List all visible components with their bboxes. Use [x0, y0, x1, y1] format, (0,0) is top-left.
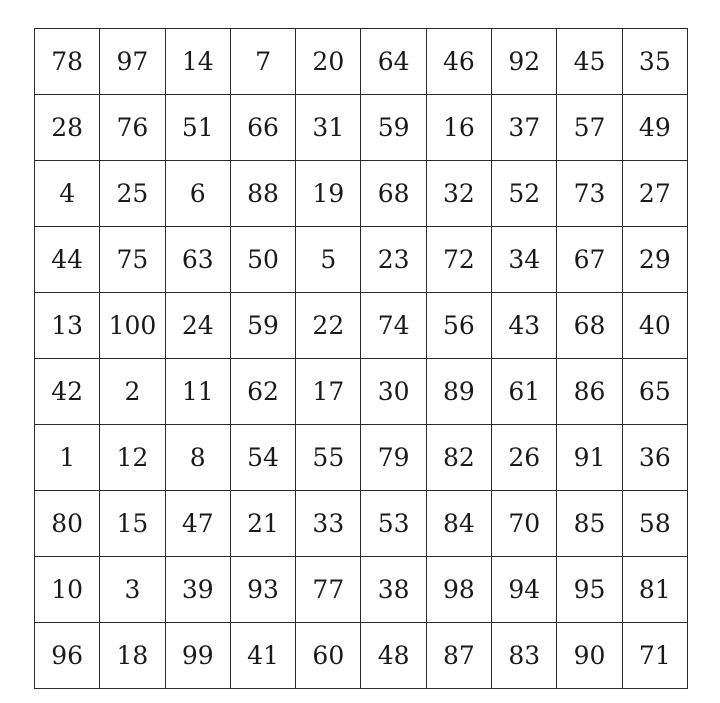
grid-cell: 63 — [165, 227, 230, 293]
grid-cell: 79 — [361, 425, 426, 491]
grid-cell: 64 — [361, 29, 426, 95]
grid-cell: 48 — [361, 623, 426, 689]
grid-cell: 29 — [622, 227, 687, 293]
grid-cell: 80 — [35, 491, 100, 557]
grid-cell: 34 — [492, 227, 557, 293]
grid-cell: 31 — [296, 95, 361, 161]
grid-row — [35, 95, 688, 161]
grid-cell: 96 — [35, 623, 100, 689]
grid-cell: 100 — [100, 293, 165, 359]
grid-cell: 90 — [557, 623, 622, 689]
grid-cell: 62 — [230, 359, 295, 425]
grid-cell: 83 — [492, 623, 557, 689]
grid-cell: 66 — [230, 95, 295, 161]
grid-cell: 76 — [100, 95, 165, 161]
grid-cell: 4 — [35, 161, 100, 227]
grid-cell: 55 — [296, 425, 361, 491]
grid-cell: 68 — [557, 293, 622, 359]
grid-cell: 38 — [361, 557, 426, 623]
number-grid — [34, 28, 688, 689]
grid-cell: 88 — [230, 161, 295, 227]
grid-cell: 43 — [492, 293, 557, 359]
grid-cell: 77 — [296, 557, 361, 623]
grid-cell: 3 — [100, 557, 165, 623]
grid-cell: 39 — [165, 557, 230, 623]
grid-cell: 13 — [35, 293, 100, 359]
grid-cell: 12 — [100, 425, 165, 491]
grid-cell: 27 — [622, 161, 687, 227]
grid-cell: 1 — [35, 425, 100, 491]
grid-row — [35, 227, 688, 293]
grid-cell: 71 — [622, 623, 687, 689]
grid-cell: 37 — [492, 95, 557, 161]
grid-cell: 70 — [492, 491, 557, 557]
grid-cell: 42 — [35, 359, 100, 425]
grid-cell: 11 — [165, 359, 230, 425]
grid-row — [35, 557, 688, 623]
grid-row — [35, 359, 688, 425]
grid-cell: 41 — [230, 623, 295, 689]
grid-cell: 33 — [296, 491, 361, 557]
grid-cell: 95 — [557, 557, 622, 623]
grid-cell: 35 — [622, 29, 687, 95]
grid-cell: 23 — [361, 227, 426, 293]
grid-cell: 15 — [100, 491, 165, 557]
grid-cell: 16 — [426, 95, 491, 161]
grid-cell: 30 — [361, 359, 426, 425]
grid-cell: 26 — [492, 425, 557, 491]
grid-cell: 87 — [426, 623, 491, 689]
number-grid-body — [35, 29, 688, 689]
grid-cell: 73 — [557, 161, 622, 227]
grid-cell: 84 — [426, 491, 491, 557]
grid-row — [35, 293, 688, 359]
grid-cell: 56 — [426, 293, 491, 359]
grid-cell: 60 — [296, 623, 361, 689]
grid-cell: 45 — [557, 29, 622, 95]
grid-cell: 2 — [100, 359, 165, 425]
grid-row — [35, 491, 688, 557]
grid-cell: 72 — [426, 227, 491, 293]
grid-cell: 46 — [426, 29, 491, 95]
grid-cell: 75 — [100, 227, 165, 293]
grid-cell: 47 — [165, 491, 230, 557]
grid-cell: 97 — [100, 29, 165, 95]
grid-cell: 22 — [296, 293, 361, 359]
grid-cell: 93 — [230, 557, 295, 623]
grid-cell: 50 — [230, 227, 295, 293]
grid-cell: 7 — [230, 29, 295, 95]
grid-cell: 74 — [361, 293, 426, 359]
grid-cell: 81 — [622, 557, 687, 623]
grid-row — [35, 425, 688, 491]
grid-cell: 98 — [426, 557, 491, 623]
grid-cell: 68 — [361, 161, 426, 227]
grid-cell: 57 — [557, 95, 622, 161]
grid-cell: 17 — [296, 359, 361, 425]
grid-cell: 58 — [622, 491, 687, 557]
grid-cell: 54 — [230, 425, 295, 491]
grid-cell: 89 — [426, 359, 491, 425]
grid-row — [35, 161, 688, 227]
grid-cell: 67 — [557, 227, 622, 293]
grid-cell: 91 — [557, 425, 622, 491]
grid-cell: 25 — [100, 161, 165, 227]
grid-cell: 78 — [35, 29, 100, 95]
grid-cell: 20 — [296, 29, 361, 95]
grid-cell: 53 — [361, 491, 426, 557]
grid-cell: 61 — [492, 359, 557, 425]
grid-cell: 6 — [165, 161, 230, 227]
grid-cell: 86 — [557, 359, 622, 425]
grid-cell: 99 — [165, 623, 230, 689]
grid-cell: 19 — [296, 161, 361, 227]
grid-cell: 59 — [361, 95, 426, 161]
grid-row — [35, 29, 688, 95]
grid-cell: 49 — [622, 95, 687, 161]
grid-cell: 32 — [426, 161, 491, 227]
grid-cell: 51 — [165, 95, 230, 161]
grid-cell: 5 — [296, 227, 361, 293]
grid-cell: 52 — [492, 161, 557, 227]
grid-cell: 40 — [622, 293, 687, 359]
grid-row — [35, 623, 688, 689]
grid-cell: 24 — [165, 293, 230, 359]
grid-cell: 36 — [622, 425, 687, 491]
grid-cell: 18 — [100, 623, 165, 689]
grid-cell: 21 — [230, 491, 295, 557]
grid-cell: 82 — [426, 425, 491, 491]
grid-cell: 14 — [165, 29, 230, 95]
grid-cell: 44 — [35, 227, 100, 293]
grid-cell: 8 — [165, 425, 230, 491]
grid-cell: 92 — [492, 29, 557, 95]
grid-cell: 94 — [492, 557, 557, 623]
grid-cell: 59 — [230, 293, 295, 359]
grid-cell: 65 — [622, 359, 687, 425]
grid-cell: 28 — [35, 95, 100, 161]
grid-cell: 10 — [35, 557, 100, 623]
grid-cell: 85 — [557, 491, 622, 557]
